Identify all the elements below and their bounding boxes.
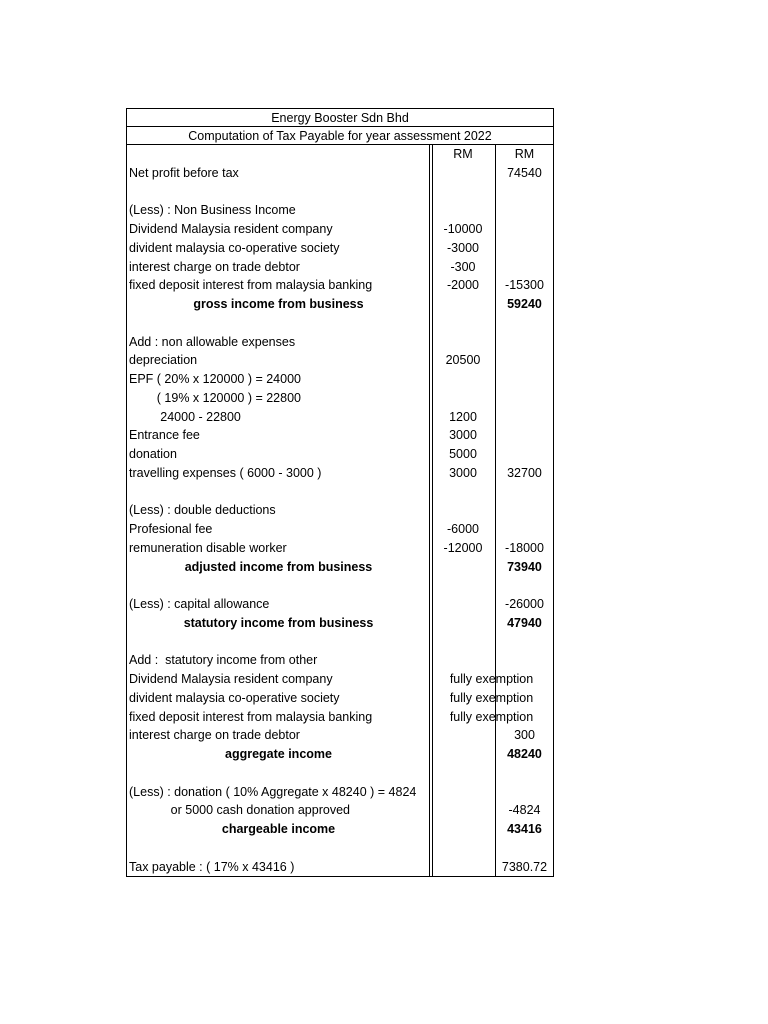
row-label [127,145,430,164]
amount-cell-detail [430,801,496,820]
amount-cell-total: -18000 [505,540,544,555]
amount-cell-total [496,408,553,427]
amount-cell-detail: 3000 [449,465,477,480]
table-row [127,614,553,633]
amount-cell-total [496,426,553,445]
amount-cell-detail [430,726,496,745]
amount-cell-total: 48240 [507,747,542,761]
amount-cell-detail [430,295,496,314]
table-row [127,333,553,352]
tax-computation-sheet [126,108,554,877]
row-label: Add : statutory income from other [129,653,318,668]
table-row [127,220,553,239]
amount-cell-total: -15300 [505,278,544,293]
row-label: interest charge on trade debtor [129,728,300,743]
amount-cell-detail [430,783,496,802]
table-row [127,201,553,220]
amount-cell-detail [430,501,496,520]
amount-cell-detail [430,858,496,877]
computation-body [127,145,553,876]
table-row [127,689,553,708]
amount-cell-total [496,333,553,352]
amount-cell-total [496,651,553,670]
subtotal-label: statutory income from business [183,615,374,630]
amount-cell-total [496,351,553,370]
row-label: (Less) : double deductions [129,503,276,518]
amount-cell-total [496,839,553,858]
table-row [127,670,553,689]
amount-cell-total [496,445,553,464]
row-label [127,183,430,202]
column-divider-left [429,145,430,876]
subtotal-label: chargeable income [221,822,336,836]
table-row [127,595,553,614]
table-row [127,745,553,764]
table-row [127,708,553,727]
table-row [127,501,553,520]
row-label: Dividend Malaysia resident company [129,222,333,236]
amount-cell-detail: -10000 [443,222,483,236]
amount-cell-detail [430,483,496,502]
amount-cell-total [496,633,553,652]
row-label: Add : non allowable expenses [129,334,296,349]
table-row [127,558,553,577]
table-row [127,801,553,820]
amount-cell-total [496,576,553,595]
row-label: (Less) : Non Business Income [129,203,296,218]
table-row [127,145,553,164]
row-label: divident malaysia co-operative society [129,240,340,255]
row-label: fixed deposit interest from malaysia banking [129,709,373,724]
column-divider-left-double [432,145,433,876]
row-label: Net profit before tax [129,165,239,180]
amount-cell-total: 7380.72 [501,859,548,874]
amount-cell-detail [430,314,496,333]
amount-cell-detail [430,389,496,408]
row-label [127,839,430,858]
amount-cell-detail [430,558,496,577]
amount-cell-total: 73940 [507,559,542,574]
amount-cell-detail [430,820,496,839]
table-row [127,183,553,202]
row-label: travelling expenses ( 6000 - 3000 ) [129,465,322,480]
row-label [127,314,430,333]
row-label: Dividend Malaysia resident company [129,672,333,686]
amount-cell-detail [430,633,496,652]
row-label: donation [129,447,177,461]
amount-cell-total: 300 [514,728,535,743]
row-label [127,633,430,652]
amount-cell-total: 47940 [507,615,542,630]
table-row [127,483,553,502]
amount-cell-detail: -3000 [447,240,479,255]
amount-cell-detail: 20500 [445,353,481,368]
table-row [127,464,553,483]
row-label [127,483,430,502]
amount-cell-detail: 5000 [449,447,477,461]
amount-cell-detail [430,164,496,183]
amount-cell-total [496,183,553,202]
exemption-note: fully exemption [449,690,534,705]
amount-cell-detail [430,576,496,595]
row-label [127,576,430,595]
table-row [127,783,553,802]
amount-cell-detail [430,595,496,614]
row-label: Tax payable : ( 17% x 43416 ) [129,859,295,874]
amount-cell-detail: 3000 [449,428,477,443]
computation-rows [127,145,553,876]
amount-cell-detail: 1200 [449,409,477,424]
row-label: EPF ( 20% x 120000 ) = 24000 [129,372,301,386]
table-row [127,408,553,427]
amount-cell-total: 59240 [507,297,542,311]
amount-cell-total [496,370,553,389]
row-label: interest charge on trade debtor [129,259,300,274]
amount-cell-total [496,220,553,239]
amount-cell-total [496,389,553,408]
amount-cell-total: -26000 [505,597,544,611]
amount-cell-total [496,239,553,258]
amount-cell-total [496,783,553,802]
row-label: (Less) : donation ( 10% Aggregate x 48240 ) = 4824 [129,784,417,799]
row-label [127,764,430,783]
table-row [127,276,553,295]
sheet-title: Computation of Tax Payable for year assessment 2022 [127,127,553,145]
exemption-note: fully exemption [449,709,534,724]
amount-cell-total [496,314,553,333]
subtotal-label: aggregate income [225,747,332,761]
amount-cell-detail: -6000 [447,522,479,536]
amount-cell-detail [430,745,496,764]
amount-cell-total: 74540 [507,165,542,180]
amount-cell-total [496,483,553,502]
row-label: remuneration disable worker [129,540,287,555]
amount-cell-detail: -300 [450,259,476,274]
row-label: Profesional fee [129,522,213,536]
table-row [127,858,553,877]
amount-cell-total [496,764,553,783]
amount-cell-total [496,520,553,539]
table-row [127,370,553,389]
amount-cell-total: -4824 [508,803,541,818]
exemption-note: fully exemption [449,672,534,686]
table-row [127,314,553,333]
row-label: or 5000 cash donation approved [129,803,350,818]
table-row [127,576,553,595]
amount-cell-detail [430,370,496,389]
table-row [127,520,553,539]
amount-cell-detail [430,614,496,633]
amount-cell-total: 32700 [507,465,542,480]
subtotal-label: gross income from business [193,297,364,311]
table-row [127,764,553,783]
row-label: Entrance fee [129,428,200,443]
table-row [127,839,553,858]
table-row [127,539,553,558]
table-row [127,633,553,652]
column-divider-right [495,145,496,876]
amount-cell-total [496,201,553,220]
table-row [127,820,553,839]
row-label: fixed deposit interest from malaysia banking [129,278,373,293]
amount-cell-detail [430,183,496,202]
amount-cell-detail [430,201,496,220]
amount-cell-detail [430,764,496,783]
table-row [127,445,553,464]
table-row [127,351,553,370]
amount-cell-detail: -2000 [447,278,479,293]
table-row [127,258,553,277]
row-label: (Less) : capital allowance [129,597,270,611]
amount-cell-total: RM [514,147,535,161]
amount-cell-detail [430,839,496,858]
row-label: 24000 - 22800 [129,409,241,424]
subtotal-label: adjusted income from business [184,559,373,574]
table-row [127,295,553,314]
amount-cell-total [496,258,553,277]
amount-cell-detail: -12000 [443,540,483,555]
amount-cell-detail [430,651,496,670]
table-row [127,239,553,258]
table-row [127,651,553,670]
table-row [127,164,553,183]
amount-cell-total [496,501,553,520]
row-label: divident malaysia co-operative society [129,690,340,705]
amount-cell-detail: RM [453,147,473,161]
amount-cell-total: 43416 [507,822,542,836]
table-row [127,426,553,445]
row-label: depreciation [129,353,198,368]
company-name: Energy Booster Sdn Bhd [127,109,553,127]
table-row [127,389,553,408]
row-label: ( 19% x 120000 ) = 22800 [129,390,301,405]
table-row [127,726,553,745]
amount-cell-detail [430,333,496,352]
